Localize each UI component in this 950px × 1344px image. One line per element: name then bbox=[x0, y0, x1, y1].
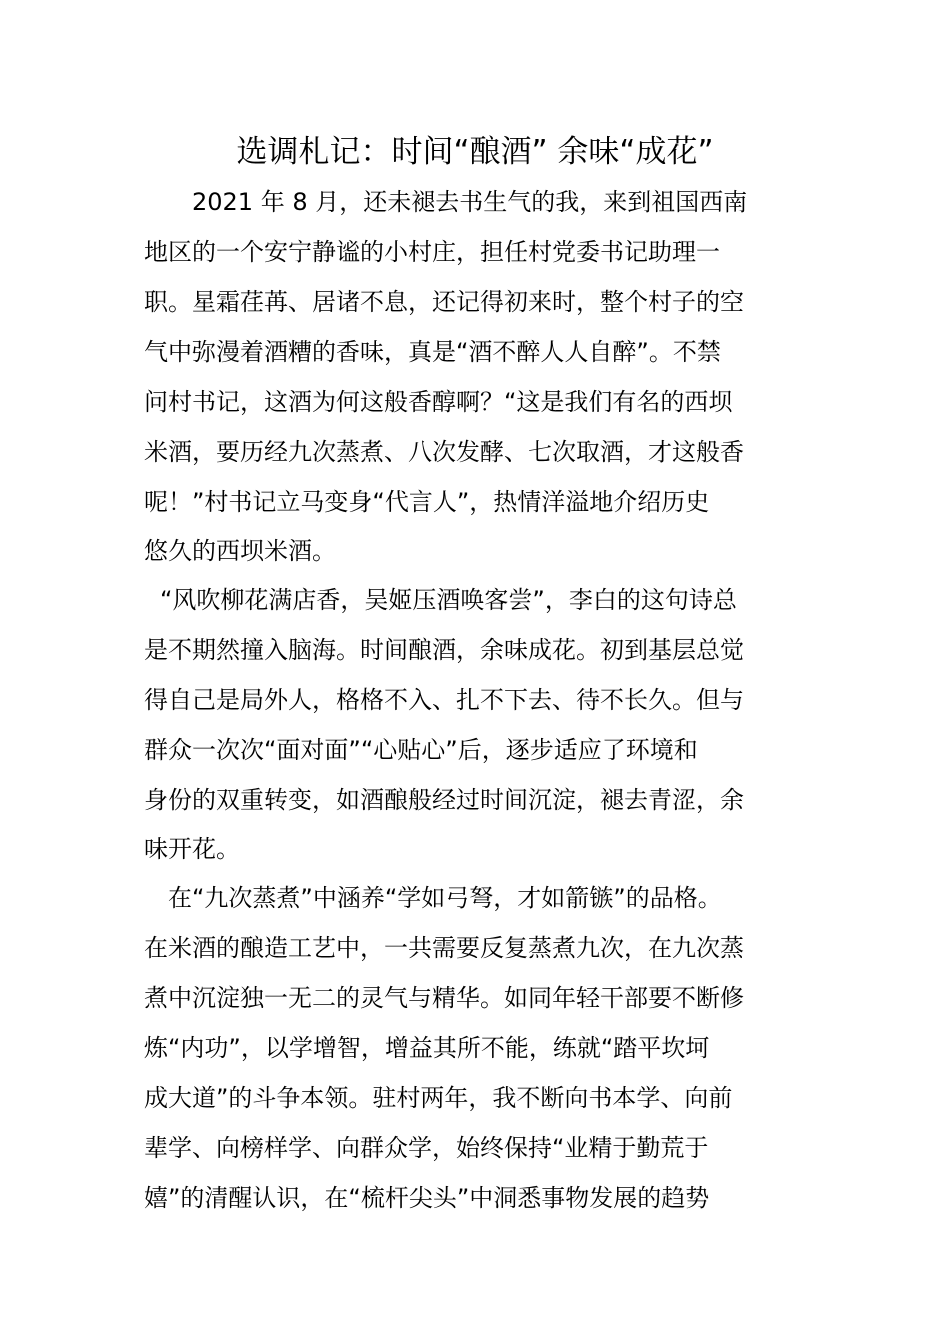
paragraph-line: 呢！”村书记立马变身“代言人”，热情洋溢地介绍历史 bbox=[144, 488, 710, 516]
paragraph-line: 是不期然撞入脑海。时间酿酒，余味成花。初到基层总觉 bbox=[144, 636, 744, 664]
paragraph-line: 米酒，要历经九次蒸煮、八次发酵、七次取酒，才这般香 bbox=[144, 438, 744, 466]
paragraph-line: 在米酒的酿造工艺中，一共需要反复蒸煮九次，在九次蒸 bbox=[144, 934, 744, 962]
paragraph-line: 嬉”的清醒认识，在“梳杆尖头”中洞悉事物发展的趋势 bbox=[144, 1184, 710, 1212]
paragraph-line: 煮中沉淀独一无二的灵气与精华。如同年轻干部要不断修 bbox=[144, 984, 744, 1012]
paragraph-line: 地区的一个安宁静谧的小村庄，担任村党委书记助理一 bbox=[144, 238, 720, 266]
document-title: 选调札记：时间“酿酒” 余味“成花” bbox=[236, 134, 714, 170]
paragraph-line: 得自己是局外人，格格不入、扎不下去、待不长久。但与 bbox=[144, 686, 744, 714]
paragraph-line: 群众一次次“面对面”“心贴心”后，逐步适应了环境和 bbox=[144, 736, 698, 764]
paragraph-line: 问村书记，这酒为何这般香醇啊？“这是我们有名的西坝 bbox=[144, 388, 733, 416]
paragraph-line: 炼“内功”，以学增智，增益其所不能，练就“踏平坎坷 bbox=[144, 1034, 710, 1062]
paragraph-line: 悠久的西坝米酒。 bbox=[144, 537, 336, 565]
paragraph-line: 2021 年 8 月，还未褪去书生气的我，来到祖国西南 bbox=[144, 188, 748, 216]
paragraph-line: “风吹柳花满店香，吴姬压酒唤客尝”，李白的这句诗总 bbox=[160, 586, 737, 614]
paragraph-line: 职。星霜荏苒、居诸不息，还记得初来时，整个村子的空 bbox=[144, 288, 744, 316]
paragraph-line: 成大道”的斗争本领。驻村两年，我不断向书本学、向前 bbox=[144, 1084, 733, 1112]
paragraph-line: 身份的双重转变，如酒酿般经过时间沉淀，褪去青涩，余 bbox=[144, 786, 744, 814]
paragraph-line: 味开花。 bbox=[144, 835, 240, 863]
paragraph-line: 在“九次蒸煮”中涵养“学如弓弩，才如箭镞”的品格。 bbox=[168, 884, 722, 912]
paragraph-line: 辈学、向榜样学、向群众学，始终保持“业精于勤荒于 bbox=[144, 1134, 709, 1162]
paragraph-line: 气中弥漫着酒糟的香味，真是“酒不醉人人自醉”。不禁 bbox=[144, 338, 721, 366]
